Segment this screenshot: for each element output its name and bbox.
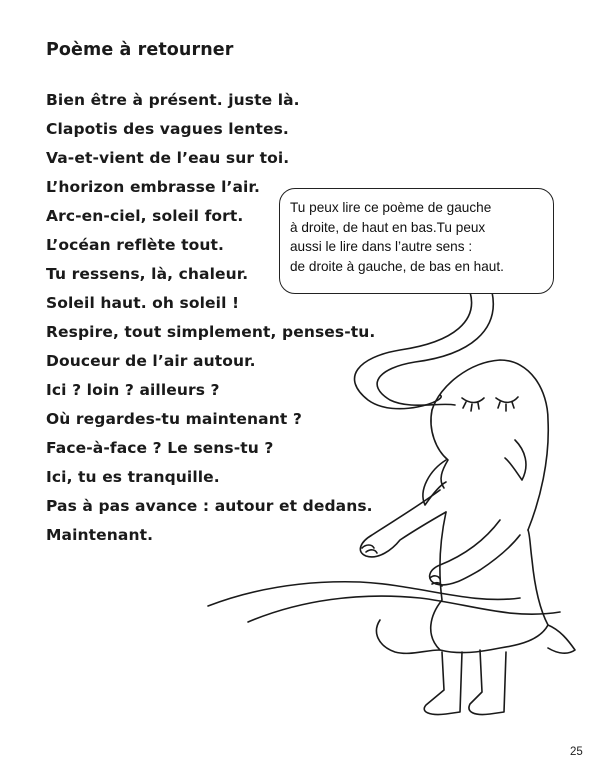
poem-line: Ici ? loin ? ailleurs ? (46, 381, 220, 399)
page-title: Poème à retourner (46, 40, 234, 60)
poem-line: Arc-en-ciel, soleil fort. (46, 207, 244, 225)
speech-bubble-line: à droite, de haut en bas.Tu peux (290, 219, 486, 235)
body-tuft (505, 440, 526, 480)
poem-line: L’horizon embrasse l’air. (46, 178, 260, 196)
speech-bubble-text (290, 198, 504, 276)
wavy-line (208, 582, 520, 606)
poem-line: L’océan reflète tout. (46, 236, 224, 254)
poem-line: Ici, tu es tranquille. (46, 468, 220, 486)
poem-line: Douceur de l’air autour. (46, 352, 256, 370)
speech-bubble-line: aussi le lire dans l’autre sens : (290, 239, 473, 254)
page-number: 25 (570, 746, 583, 758)
poem-line: Clapotis des vagues lentes. (46, 120, 289, 138)
poem-line: Bien être à présent. juste là. (46, 91, 300, 109)
poem-line: Tu ressens, là, chaleur. (46, 265, 249, 283)
bubble-tail-line (355, 292, 472, 409)
poem-line: Face-à-face ? Le sens-tu ? (46, 439, 274, 457)
eyelashes (463, 402, 479, 411)
poem-line: Respire, tout simplement, penses-tu. (46, 323, 376, 341)
creature-tail (548, 625, 575, 653)
body-tuft (423, 460, 446, 505)
poem-line: Pas à pas avance : autour et dedans. (46, 497, 373, 515)
closed-eye (496, 397, 518, 402)
poem-line: Va-et-vient de l’eau sur toi. (46, 149, 290, 167)
creature-hand (362, 545, 377, 553)
bubble-tail-line (377, 292, 493, 405)
poem-line: Soleil haut. oh soleil ! (46, 294, 240, 312)
speech-bubble-line: de droite à gauche, de bas en haut. (290, 258, 504, 274)
speech-bubble-line: Tu peux lire ce poème de gauche (290, 200, 492, 215)
creature-head (432, 360, 548, 530)
creature-face (431, 410, 448, 488)
wavy-line (248, 596, 560, 622)
poem-line: Où regardes-tu maintenant ? (46, 410, 302, 428)
eyelashes (498, 402, 514, 411)
creature-boot (424, 652, 462, 715)
poem-line: Maintenant. (46, 526, 154, 544)
creature-boot (469, 650, 506, 715)
